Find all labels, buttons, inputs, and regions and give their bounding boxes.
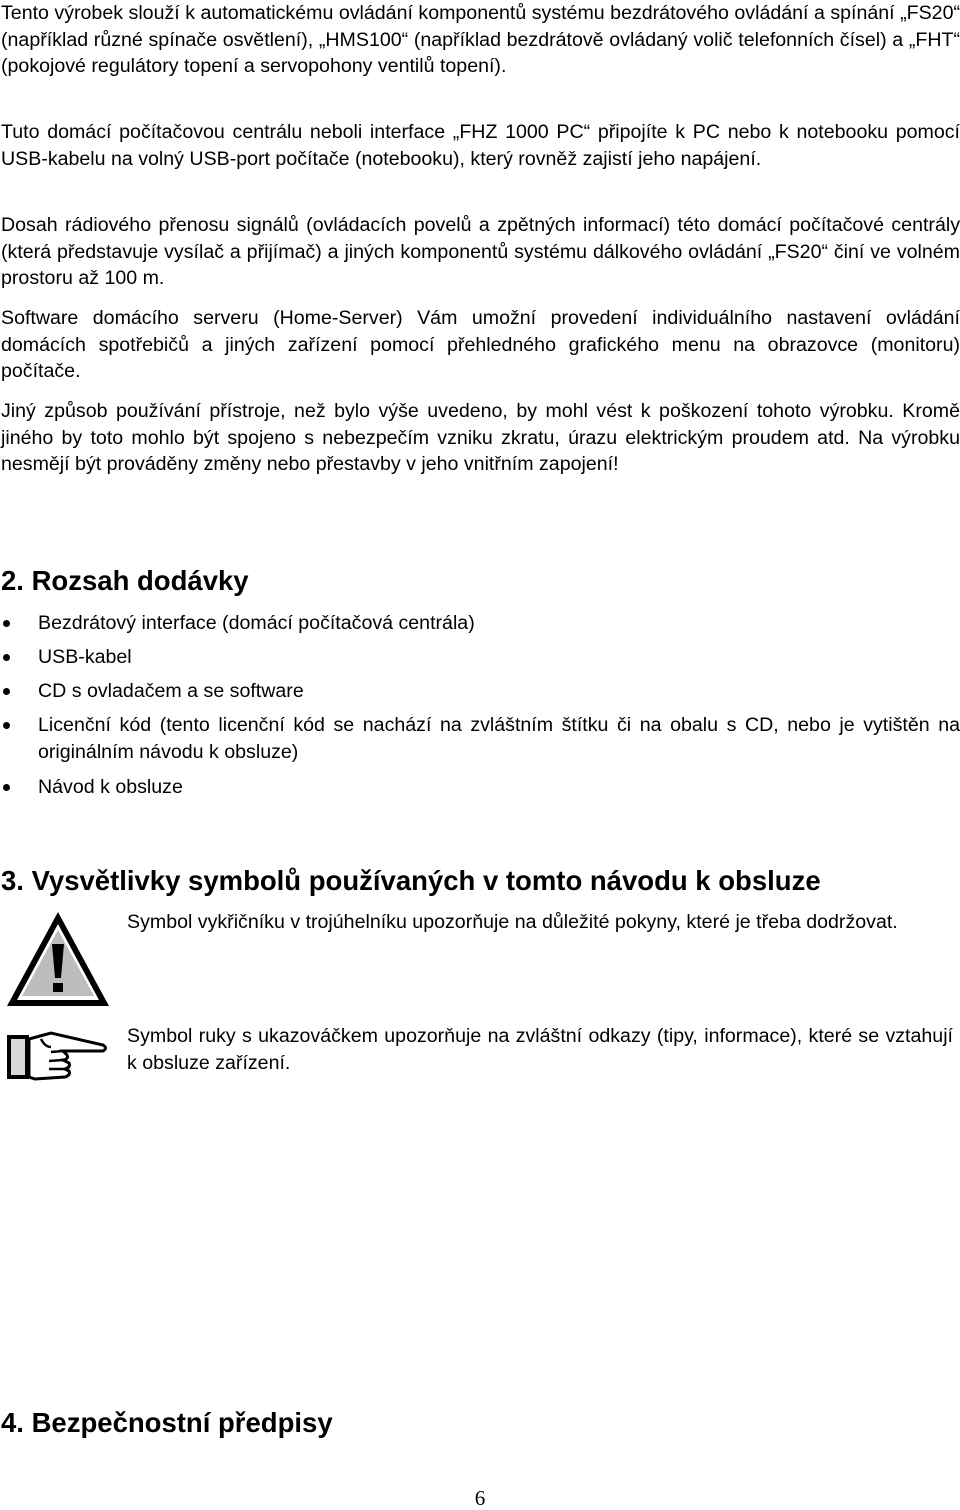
bullet-icon bbox=[3, 688, 10, 695]
list-item bbox=[0, 644, 960, 671]
bullet-icon bbox=[3, 784, 10, 791]
warning-symbol-description: Symbol vykřičníku v trojúhelníku upozorňuje na důležité pokyny, které je třeba dodržovat. bbox=[127, 911, 898, 933]
list-item bbox=[0, 678, 960, 705]
list-item-text: Licenční kód (tento licenční kód se nachází na zvláštním štítku či na obalu s CD, nebo je vytištěn na originálním návodu k obsluze) bbox=[38, 714, 960, 763]
intro-paragraph-range: Dosah rádiového přenosu signálů (ovládacích povelů a zpětných informací) této domácí počítačové centrály (která představuje vysílač a přijímač) a jiných komponentů systému dálkového ovládání „FS20“ činí ve volném prostoru až 100 m. bbox=[1, 214, 960, 289]
intro-paragraph-purpose: Tento výrobek slouží k automatickému ovládání komponentů systému bezdrátového ovládání a spínání „FS20“ (například různé spínače osvětlení), „HMS100“ (například bezdrátově ovládaný volič telefonních čísel) a „FHT“ (pokojové regulátory topení a servopohony ventilů topení). bbox=[1, 2, 960, 77]
list-item-text: Návod k obsluze bbox=[38, 776, 183, 798]
section-heading-symbols: 3. Vysvětlivky symbolů používaných v tomto návodu k obsluze bbox=[1, 865, 821, 896]
list-item-text: CD s ovladačem a se software bbox=[38, 680, 304, 702]
list-item-text: Bezdrátový interface (domácí počítačová centrála) bbox=[38, 612, 475, 634]
bullet-icon bbox=[3, 620, 10, 627]
list-item-text: USB-kabel bbox=[38, 646, 132, 668]
bullet-icon bbox=[3, 722, 10, 729]
intro-paragraph-connection: Tuto domácí počítačovou centrálu neboli interface „FHZ 1000 PC“ připojíte k PC nebo k notebooku pomocí USB-kabelu na volný USB-port počítače (notebooku), který rovněž zajistí jeho napájení. bbox=[1, 121, 960, 170]
list-item bbox=[0, 712, 960, 766]
intro-paragraph-software: Software domácího serveru (Home-Server) Vám umožní provedení individuálního nastavení ovládání domácích spotřebičů a jiných zařízení pomocí přehledného grafického menu na obrazovce (monitoru) počítače. bbox=[1, 307, 960, 382]
section-heading-safety: 4. Bezpečnostní předpisy bbox=[1, 1407, 333, 1438]
intro-paragraph-warning: Jiný způsob používání přístroje, než bylo výše uvedeno, by mohl vést k poškození tohoto výrobku. Kromě jiného by toto mohlo být spojeno s nebezpečím vzniku zkratu, úrazu elektrickým proudem atd. Na výrobku nesmějí být prováděny změny nebo přestavby v jeho vnitřním zapojení! bbox=[1, 400, 960, 475]
page-number: 6 bbox=[474, 1486, 486, 1510]
pointing-hand-icon bbox=[5, 1025, 109, 1083]
hand-symbol-description: Symbol ruky s ukazováčkem upozorňuje na zvláštní odkazy (tipy, informace), které se vztahují k obsluze zařízení. bbox=[127, 1025, 953, 1074]
section-heading-scope: 2. Rozsah dodávky bbox=[1, 565, 249, 596]
list-item bbox=[0, 774, 960, 801]
warning-triangle-icon bbox=[5, 910, 111, 1008]
list-item bbox=[0, 610, 960, 637]
bullet-icon bbox=[3, 654, 10, 661]
scope-list bbox=[0, 610, 960, 808]
